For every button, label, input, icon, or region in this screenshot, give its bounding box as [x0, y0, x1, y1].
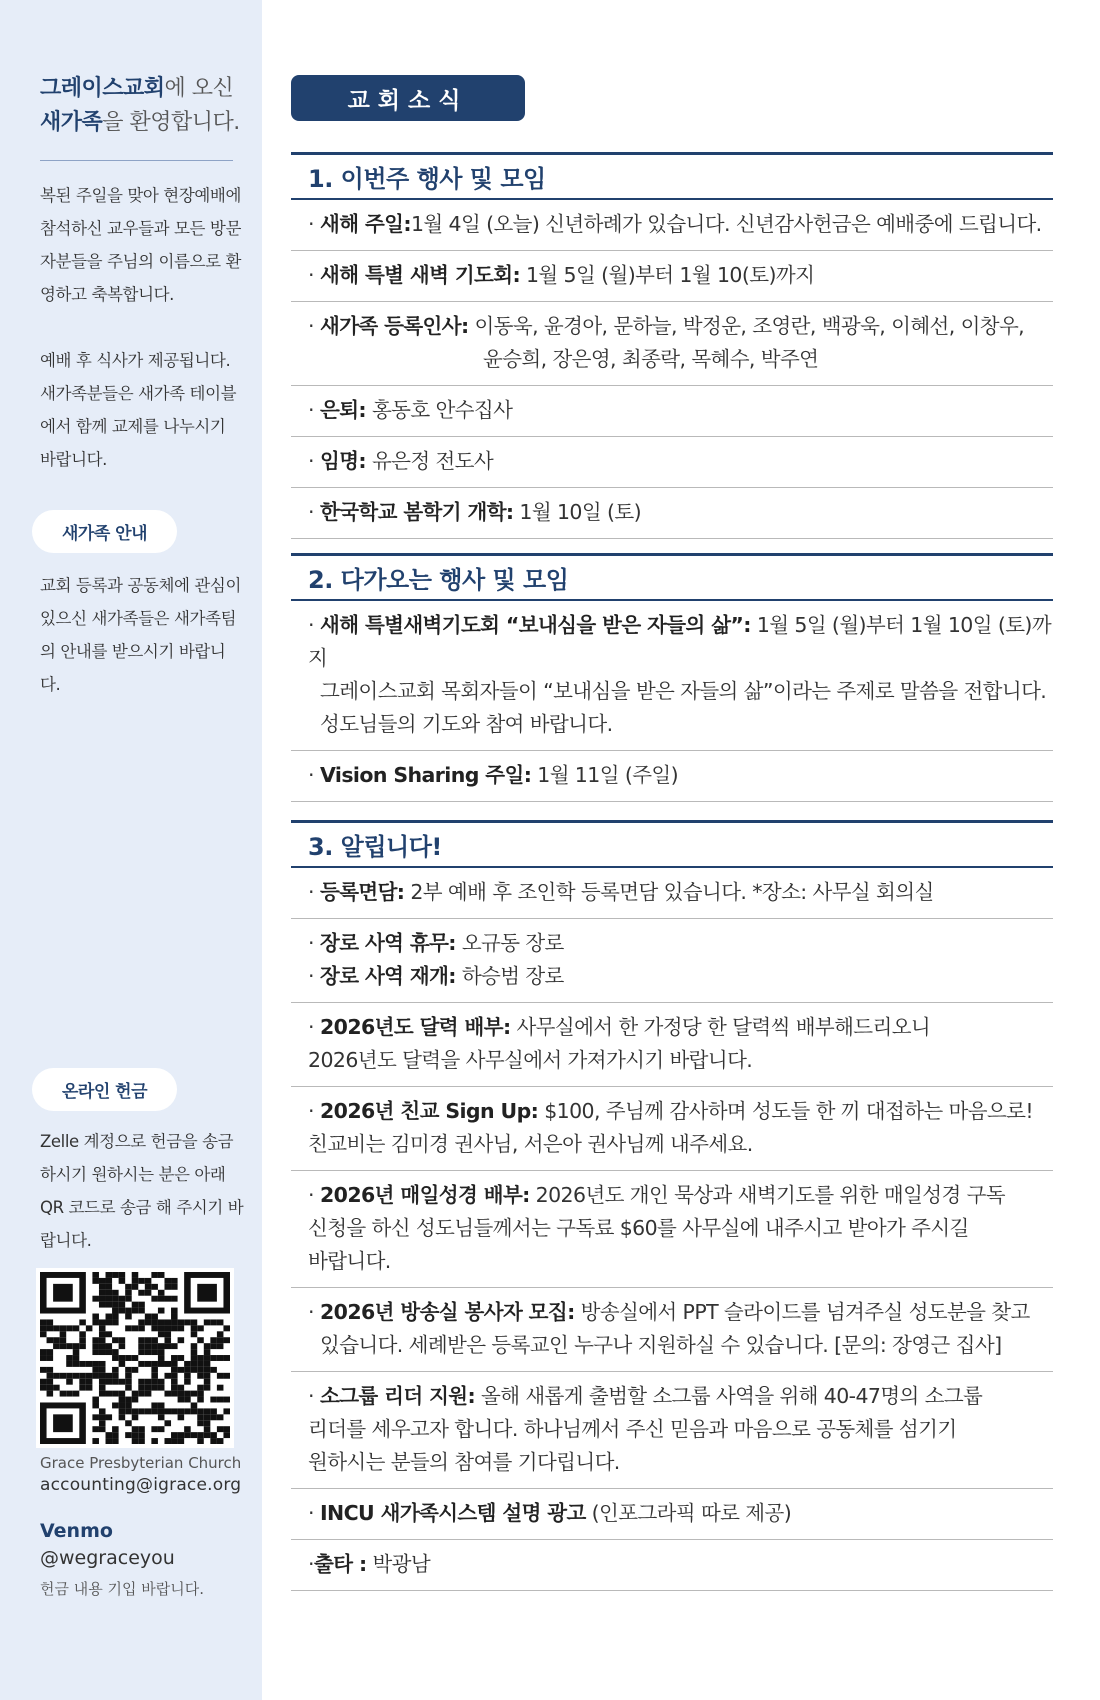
- item-label: 새해 특별 새벽 기도회:: [320, 263, 521, 287]
- section-title: 1. 이번주 행사 및 모임: [291, 152, 1053, 200]
- item-text-continued: 있습니다. 세례받은 등록교인 누구나 지원하실 수 있습니다. [문의: 장영근 집사]: [320, 1333, 1002, 1357]
- item-text: 1월 5일 (월)부터 1월 10일 (토)까지: [308, 613, 1052, 670]
- item-text-continued: 성도님들의 기도와 참여 바랍니다.: [320, 712, 613, 736]
- item-text: 2026년도 개인 묵상과 새벽기도를 위한 매일성경 구독: [535, 1183, 1006, 1207]
- section-title: 2. 다가오는 행사 및 모임: [291, 553, 1053, 601]
- item-text: (인포그라픽 따로 제공): [591, 1501, 792, 1525]
- item-text: 유은정 전도사: [371, 449, 494, 473]
- online-offering-badge: 온라인 헌금: [32, 1068, 177, 1111]
- list-item: · 새해 특별새벽기도회 “보내심을 받은 자들의 삶”: 1월 5일 (월)부터 1월 10일 (토)까지 그레이스교회 목회자들이 “보내심을 받은 자들의 삶”이라는 주제로 말씀을 전합니다. 성도님들의 기도와 참여 바랍니다.: [291, 601, 1053, 751]
- item-label: 2026년 친교 Sign Up:: [320, 1099, 539, 1123]
- venmo-note: 헌금 내용 기입 바랍니다.: [40, 1580, 204, 1598]
- item-text: 오규동 장로: [461, 931, 564, 955]
- church-news-badge: 교회소식: [291, 75, 525, 121]
- church-name: Grace Presbyterian Church: [40, 1454, 242, 1472]
- item-text: 이동욱, 윤경아, 문하늘, 박정운, 조영란, 백광욱, 이혜선, 이창우,: [474, 314, 1025, 338]
- list-item: · 한국학교 봄학기 개학: 1월 10일 (토): [291, 488, 1053, 539]
- item-label: 2026년 매일성경 배부:: [320, 1183, 530, 1207]
- online-offering-block: [32, 1068, 245, 1257]
- item-text-continued: 리더를 세우고자 합니다. 하나님께서 주신 믿음과 마음으로 공동체를 섬기기: [308, 1417, 957, 1441]
- section-this-week: [291, 152, 1053, 539]
- zelle-qr-code[interactable]: [36, 1268, 234, 1448]
- venmo-handle[interactable]: @wegraceyou: [40, 1547, 175, 1569]
- item-text-continued: 신청을 하신 성도님들께서는 구독료 $60를 사무실에 내주시고 받아가 주시길: [308, 1216, 969, 1240]
- newcomer-guide-badge: 새가족 안내: [32, 510, 177, 553]
- item-label: 한국학교 봄학기 개학:: [320, 500, 514, 524]
- item-label: 2026년 방송실 봉사자 모집:: [320, 1300, 575, 1324]
- section-announcements: [291, 820, 1053, 1591]
- item-text: 2부 예배 후 조인학 등록면담 있습니다. *장소: 사무실 회의실: [410, 880, 934, 904]
- item-text: 1월 4일 (오늘) 신년하례가 있습니다. 신년감사헌금은 예배중에 드립니다.: [410, 212, 1042, 236]
- list-item: · 2026년 친교 Sign Up: $100, 주님께 감사하며 성도들 한 끼 대접하는 마음으로! 친교비는 김미경 권사님, 서은아 권사님께 내주세요.: [291, 1087, 1053, 1171]
- welcome-line2-rest: 을 환영합니다.: [102, 110, 240, 135]
- item-text: 박광남: [372, 1552, 431, 1576]
- accounting-email[interactable]: accounting@igrace.org: [40, 1475, 242, 1495]
- item-text-continued: 그레이스교회 목회자들이 “보내심을 받은 자들의 삶”이라는 주제로 말씀을 전합니다.: [320, 679, 1047, 703]
- item-text-continued: 원하시는 분들의 참여를 기다립니다.: [308, 1450, 620, 1474]
- intro-paragraph-welcome: 복된 주일을 맞아 현장예배에 참석하신 교우들과 모든 방문자분들을 주님의 이름으로 환영하고 축복합니다.: [40, 186, 242, 304]
- list-item: · 새가족 등록인사: 이동욱, 윤경아, 문하늘, 박정운, 조영란, 백광욱, 이혜선, 이창우, 윤승희, 장은영, 최종락, 목혜수, 박주연: [291, 302, 1053, 386]
- newcomer-guide-text: 교회 등록과 공동체에 관심이 있으신 새가족들은 새가족팀의 안내를 받으시기 바랍니다.: [40, 576, 242, 694]
- item-text: $100, 주님께 감사하며 성도들 한 끼 대접하는 마음으로!: [544, 1099, 1033, 1123]
- list-item: · Vision Sharing 주일: 1월 11일 (주일): [291, 751, 1053, 802]
- item-text: 방송실에서 PPT 슬라이드를 넘겨주실 성도분을 찾고: [580, 1300, 1030, 1324]
- item-text: 올해 새롭게 출범할 소그룹 사역을 위해 40-47명의 소그룹: [481, 1384, 983, 1408]
- item-text-continued: 윤승희, 장은영, 최종락, 목혜수, 박주연: [483, 347, 819, 371]
- list-item: · 등록면담: 2부 예배 후 조인학 등록면담 있습니다. *장소: 사무실 회의실: [291, 868, 1053, 919]
- item-label: 장로 사역 휴무:: [320, 931, 456, 955]
- sidebar-divider: [40, 160, 233, 161]
- item-text: 사무실에서 한 가정당 한 달력씩 배부해드리오니: [516, 1015, 931, 1039]
- qr-code-icon: [40, 1272, 230, 1444]
- list-item: · 새해 특별 새벽 기도회: 1월 5일 (월)부터 1월 10(토)까지: [291, 251, 1053, 302]
- item-label: 2026년도 달력 배부:: [320, 1015, 511, 1039]
- item-label: 새해 주일:: [320, 212, 411, 236]
- item-text-continued: 2026년도 달력을 사무실에서 가져가시기 바랍니다.: [308, 1048, 753, 1072]
- item-label: 소그룹 리더 지원:: [320, 1384, 476, 1408]
- item-text: 1월 10일 (토): [519, 500, 641, 524]
- online-offering-text: Zelle 계정으로 헌금을 송금하시기 원하시는 분은 아래 QR 코드로 송금 해 주시기 바랍니다.: [40, 1132, 244, 1250]
- welcome-church-name: 그레이스교회: [40, 76, 165, 101]
- list-item: · 임명: 유은정 전도사: [291, 437, 1053, 488]
- item-text: 1월 5일 (월)부터 1월 10(토)까지: [525, 263, 815, 287]
- item-text-continued: 친교비는 김미경 권사님, 서은아 권사님께 내주세요.: [308, 1132, 753, 1156]
- item-text: 홍동호 안수집사: [371, 398, 513, 422]
- section-title: 3. 알립니다!: [291, 820, 1053, 868]
- list-item: · 소그룹 리더 지원: 올해 새롭게 출범할 소그룹 사역을 위해 40-47명의 소그룹 리더를 세우고자 합니다. 하나님께서 주신 믿음과 마음으로 공동체를 섬기기 원하시는 분들의 참여를 기다립니다.: [291, 1372, 1053, 1489]
- list-item: · 새해 주일:1월 4일 (오늘) 신년하례가 있습니다. 신년감사헌금은 예배중에 드립니다.: [291, 200, 1053, 251]
- venmo-label: Venmo: [40, 1520, 113, 1542]
- item-label: 출타 :: [314, 1552, 367, 1576]
- list-item: · INCU 새가족시스템 설명 광고 (인포그라픽 따로 제공): [291, 1489, 1053, 1540]
- welcome-newcomer: 새가족: [40, 110, 103, 135]
- welcome-heading: [40, 72, 262, 140]
- list-item: · 은퇴: 홍동호 안수집사: [291, 386, 1053, 437]
- item-label: 등록면담:: [320, 880, 405, 904]
- item-label: 장로 사역 재개:: [320, 964, 456, 988]
- list-item: · 2026년 매일성경 배부: 2026년도 개인 묵상과 새벽기도를 위한 매일성경 구독 신청을 하신 성도님들께서는 구독료 $60를 사무실에 내주시고 받아가 주시길 바랍니다.: [291, 1171, 1053, 1288]
- item-label: 새해 특별새벽기도회 “보내심을 받은 자들의 삶”:: [320, 613, 751, 637]
- intro-paragraph-meal: 예배 후 식사가 제공됩니다. 새가족분들은 새가족 테이블에서 함께 교제를 나누시기 바랍니다.: [40, 351, 237, 469]
- item-label: INCU 새가족시스템 설명 광고: [320, 1501, 586, 1525]
- item-text-continued: 바랍니다.: [308, 1249, 391, 1273]
- list-item: · 장로 사역 휴무: 오규동 장로 · 장로 사역 재개: 하승범 장로: [291, 919, 1053, 1003]
- item-label: 새가족 등록인사:: [320, 314, 469, 338]
- item-label: 은퇴:: [320, 398, 367, 422]
- item-label: 임명:: [320, 449, 367, 473]
- item-text: 하승범 장로: [461, 964, 564, 988]
- list-item: ·출타 : 박광남: [291, 1540, 1053, 1591]
- item-text: 1월 11일 (주일): [537, 763, 679, 787]
- section-upcoming: [291, 553, 1053, 802]
- item-label: Vision Sharing 주일:: [320, 763, 532, 787]
- list-item: · 2026년도 달력 배부: 사무실에서 한 가정당 한 달력씩 배부해드리오니 2026년도 달력을 사무실에서 가져가시기 바랍니다.: [291, 1003, 1053, 1087]
- welcome-line1-rest: 에 오신: [164, 76, 234, 101]
- list-item: · 2026년 방송실 봉사자 모집: 방송실에서 PPT 슬라이드를 넘겨주실 성도분을 찾고 있습니다. 세례받은 등록교인 누구나 지원하실 수 있습니다. [문의: 장영근 집사]: [291, 1288, 1053, 1372]
